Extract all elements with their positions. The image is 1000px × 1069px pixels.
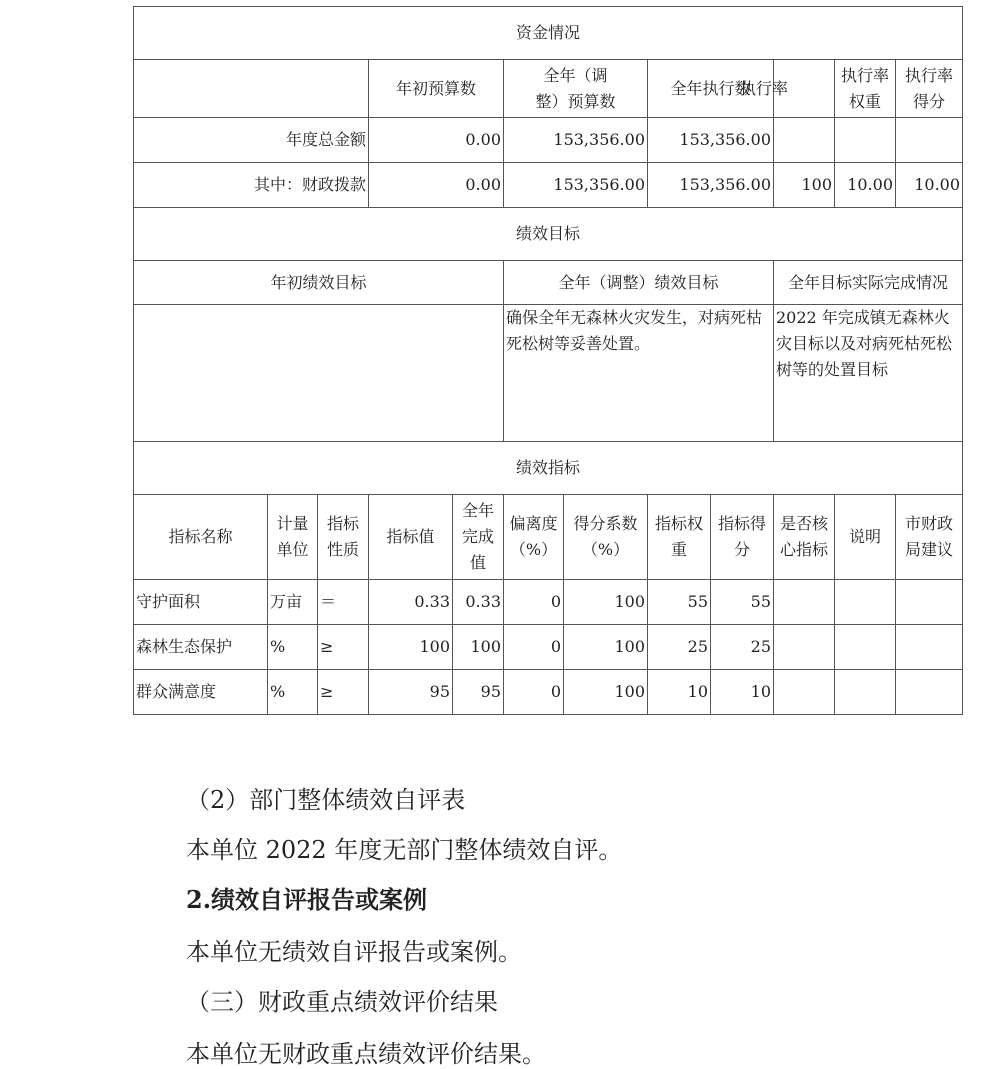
indicator-bureau: [896, 670, 963, 715]
funds-row-label: 年度总金额: [134, 118, 369, 163]
indicator-completed: 95: [453, 670, 504, 715]
table-row: [134, 670, 963, 715]
goals-section-title: 绩效目标: [134, 208, 963, 261]
adjusted-budget-line1: 全年（调: [543, 65, 608, 85]
indicator-header-value: 指标值: [369, 495, 453, 580]
funds-header-adjusted-budget: [504, 60, 648, 118]
indicator-core: [774, 580, 835, 625]
actual-completion-text: 2022 年完成镇无森林火灾目标以及对病死枯死松树等的处置目标: [774, 305, 963, 442]
funds-header-annual-execution: 全年执行数: [648, 60, 774, 118]
table-row: [134, 625, 963, 670]
section-heading-department-table: （2）部门整体绩效自评表: [186, 786, 466, 814]
indicator-header-completed: 全年完成值: [453, 495, 504, 580]
indicator-deviation: 0: [504, 580, 564, 625]
funds-section-title: 资金情况: [134, 7, 963, 60]
indicator-nature: ≥: [318, 625, 369, 670]
indicator-completed: 100: [453, 625, 504, 670]
funds-row-label: 其中：财政拨款: [134, 163, 369, 208]
rate-weight-line1: 执行率: [840, 65, 889, 85]
indicator-value: 0.33: [369, 580, 453, 625]
actual-completion-header: 全年目标实际完成情况: [774, 261, 963, 305]
adjusted-goal-header: 全年（调整）绩效目标: [504, 261, 774, 305]
indicator-name: 守护面积: [134, 580, 268, 625]
funds-header-rate-score: [896, 60, 963, 118]
indicator-bureau: [896, 580, 963, 625]
funds-row-score: [896, 118, 963, 163]
initial-goal-header: 年初绩效目标: [134, 261, 504, 305]
indicator-score: 55: [711, 580, 774, 625]
indicator-header-core: 是否核心指标: [774, 495, 835, 580]
funds-row-initial: 0.00: [369, 118, 504, 163]
indicator-note: [835, 625, 896, 670]
adjusted-budget-line2: 整）预算数: [535, 91, 616, 111]
indicator-header-score: 指标得分: [711, 495, 774, 580]
indicator-bureau: [896, 625, 963, 670]
funds-row-initial: 0.00: [369, 163, 504, 208]
funds-header-blank: [134, 60, 369, 118]
rate-score-line2: 得分: [913, 91, 946, 111]
indicator-value: 95: [369, 670, 453, 715]
funds-row-weight: [835, 118, 896, 163]
indicator-nature: ≥: [318, 670, 369, 715]
indicator-header-deviation: 偏离度（%）: [504, 495, 564, 580]
funds-row-weight: 10.00: [835, 163, 896, 208]
funds-row-score: 10.00: [896, 163, 963, 208]
indicator-unit: %: [268, 625, 318, 670]
indicator-note: [835, 580, 896, 625]
paragraph-department-evaluation: 本单位 2022 年度无部门整体绩效自评。: [186, 836, 623, 864]
indicator-coef: 100: [564, 625, 648, 670]
indicator-core: [774, 670, 835, 715]
funds-row-adjusted: 153,356.00: [504, 118, 648, 163]
funds-row-rate: [774, 118, 835, 163]
indicator-note: [835, 670, 896, 715]
indicator-weight: 55: [648, 580, 711, 625]
indicator-header-nature: 指标性质: [318, 495, 369, 580]
indicator-unit: 万亩: [268, 580, 318, 625]
funds-row-adjusted: 153,356.00: [504, 163, 648, 208]
indicator-header-name: 指标名称: [134, 495, 268, 580]
paragraph-self-evaluation-report: 本单位无绩效自评报告或案例。: [186, 938, 522, 966]
indicator-coef: 100: [564, 580, 648, 625]
funds-row-rate: 100: [774, 163, 835, 208]
indicator-value: 100: [369, 625, 453, 670]
section-heading-self-evaluation-report: 2.绩效自评报告或案例: [186, 885, 428, 914]
indicators-section-title: 绩效指标: [134, 442, 963, 495]
indicator-score: 10: [711, 670, 774, 715]
indicator-name: 森林生态保护: [134, 625, 268, 670]
adjusted-goal-text: 确保全年无森林火灾发生，对病死枯死松树等妥善处置。: [504, 305, 774, 442]
indicator-deviation: 0: [504, 625, 564, 670]
indicator-core: [774, 625, 835, 670]
indicator-weight: 10: [648, 670, 711, 715]
indicator-score: 25: [711, 625, 774, 670]
indicator-header-bureau: 市财政局建议: [896, 495, 963, 580]
indicator-completed: 0.33: [453, 580, 504, 625]
indicator-unit: %: [268, 670, 318, 715]
funds-row-executed: 153,356.00: [648, 118, 774, 163]
indicator-nature: ＝: [318, 580, 369, 625]
funds-header-rate-weight: [835, 60, 896, 118]
section-heading-key-evaluation-results: （三）财政重点绩效评价结果: [186, 988, 498, 1016]
indicator-header-note: 说明: [835, 495, 896, 580]
rate-score-line1: 执行率: [905, 65, 954, 85]
funds-header-initial-budget: 年初预算数: [369, 60, 504, 118]
indicator-coef: 100: [564, 670, 648, 715]
indicator-deviation: 0: [504, 670, 564, 715]
performance-self-evaluation-table: [133, 6, 963, 715]
funds-row-total: [134, 118, 963, 163]
rate-weight-line2: 权重: [848, 91, 881, 111]
indicator-weight: 25: [648, 625, 711, 670]
indicator-header-coef: 得分系数（%）: [564, 495, 648, 580]
funds-row-fiscal: [134, 163, 963, 208]
table-row: [134, 580, 963, 625]
funds-row-executed: 153,356.00: [648, 163, 774, 208]
indicator-name: 群众满意度: [134, 670, 268, 715]
paragraph-key-evaluation-results: 本单位无财政重点绩效评价结果。: [186, 1040, 546, 1068]
indicator-header-unit: 计量单位: [268, 495, 318, 580]
funds-header-execution-rate: 执行率: [740, 79, 789, 98]
indicator-header-weight: 指标权重: [648, 495, 711, 580]
initial-goal-text: [134, 305, 504, 442]
